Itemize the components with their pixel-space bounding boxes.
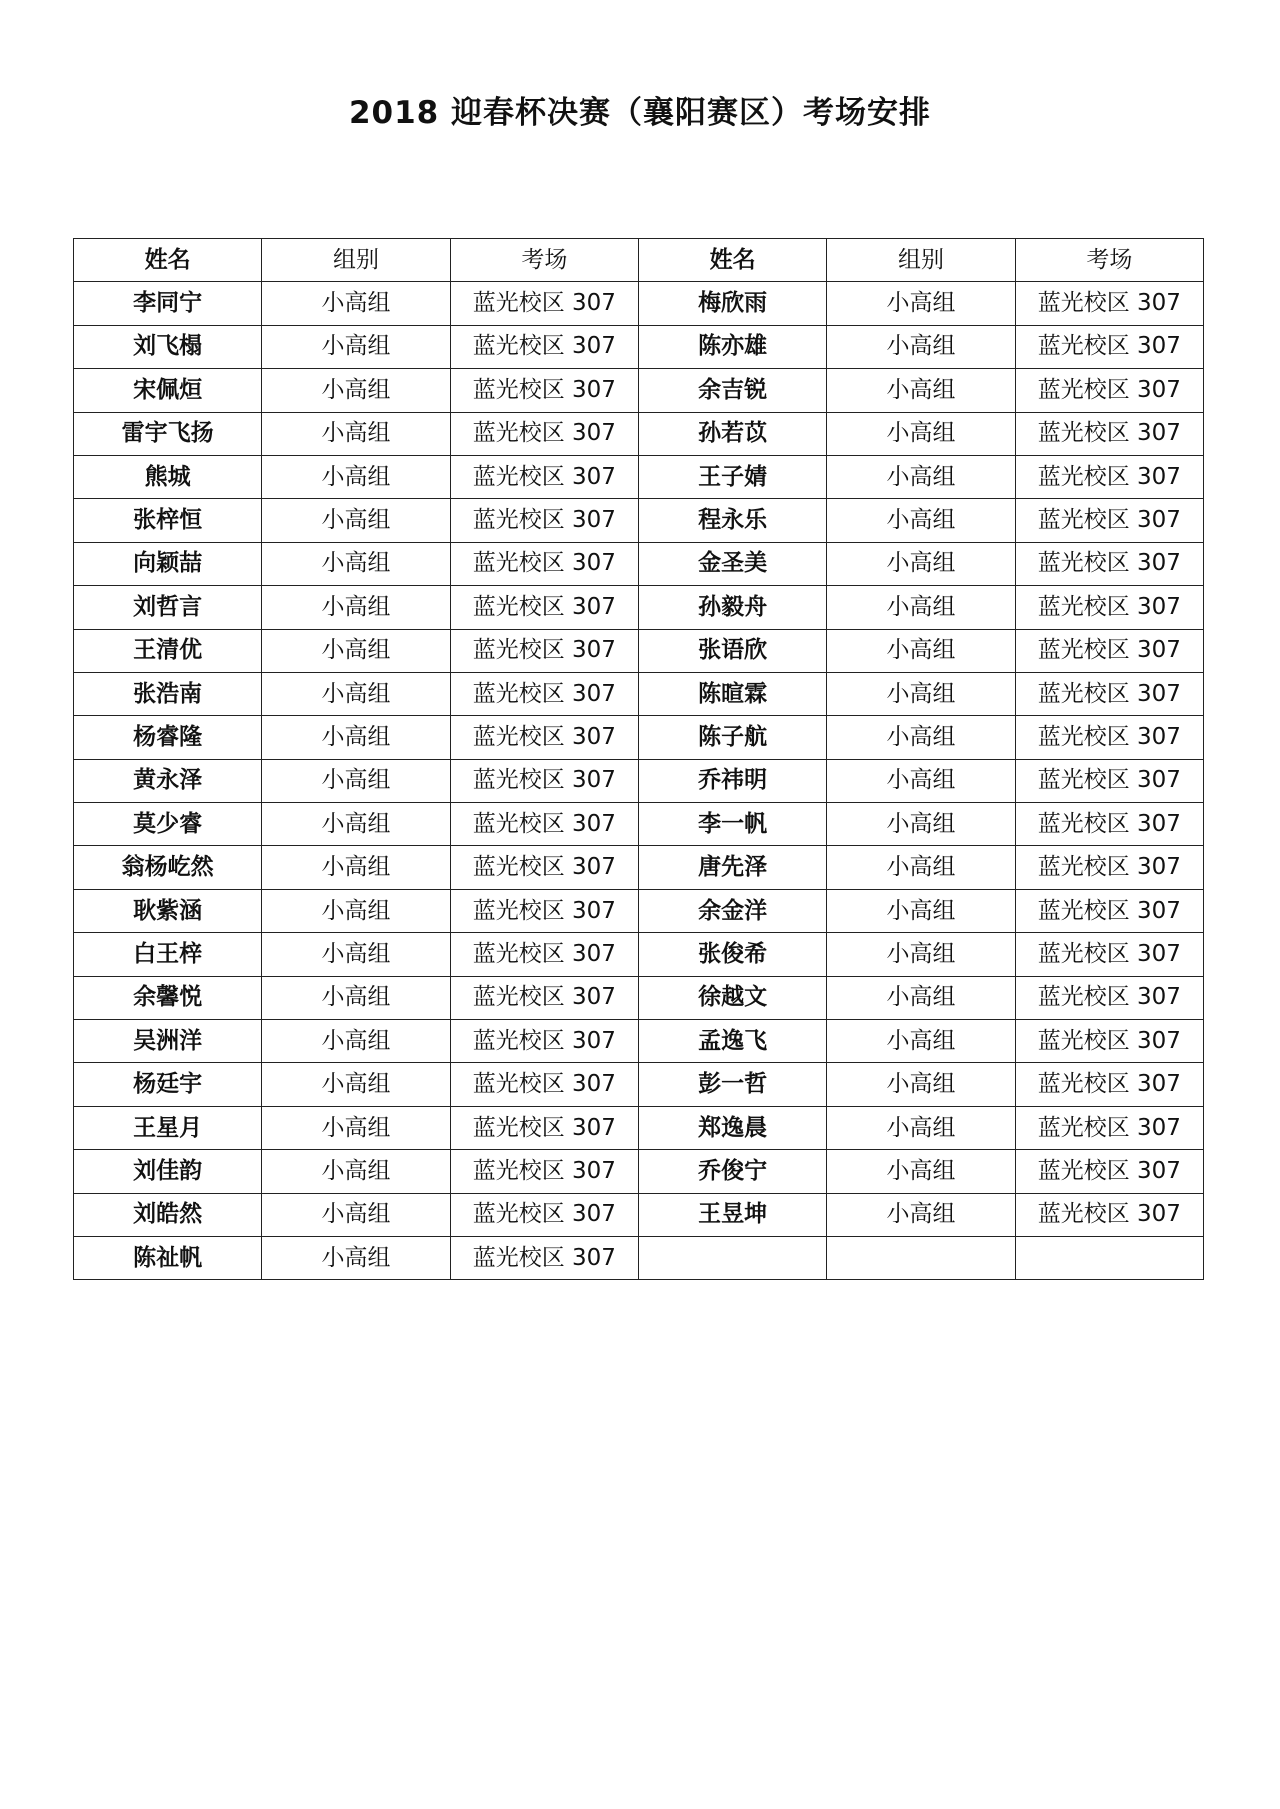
cell-group: 小高组 bbox=[262, 672, 450, 715]
table-row bbox=[74, 629, 1204, 672]
cell-room: 蓝光校区 307 bbox=[1015, 1020, 1203, 1063]
cell-name: 乔祎明 bbox=[638, 759, 826, 802]
cell-group: 小高组 bbox=[262, 1020, 450, 1063]
cell-group: 小高组 bbox=[262, 1193, 450, 1236]
cell-room: 蓝光校区 307 bbox=[450, 586, 638, 629]
cell-name: 耿紫涵 bbox=[74, 889, 262, 932]
cell-room: 蓝光校区 307 bbox=[450, 933, 638, 976]
cell-name: 莫少睿 bbox=[74, 803, 262, 846]
cell-name: 杨睿隆 bbox=[74, 716, 262, 759]
cell-room: 蓝光校区 307 bbox=[1015, 499, 1203, 542]
exam-room-table bbox=[73, 238, 1204, 1280]
cell-group: 小高组 bbox=[827, 542, 1015, 585]
table-row bbox=[74, 1063, 1204, 1106]
cell-room: 蓝光校区 307 bbox=[450, 1063, 638, 1106]
cell-name: 孙若苡 bbox=[638, 412, 826, 455]
cell-group: 小高组 bbox=[827, 672, 1015, 715]
cell-room: 蓝光校区 307 bbox=[450, 412, 638, 455]
cell-name: 郑逸晨 bbox=[638, 1106, 826, 1149]
cell-name: 翁杨屹然 bbox=[74, 846, 262, 889]
cell-name: 向颖喆 bbox=[74, 542, 262, 585]
cell-group: 小高组 bbox=[827, 1020, 1015, 1063]
cell-room: 蓝光校区 307 bbox=[1015, 586, 1203, 629]
cell-name: 张俊希 bbox=[638, 933, 826, 976]
cell-name: 陈子航 bbox=[638, 716, 826, 759]
cell-room: 蓝光校区 307 bbox=[450, 672, 638, 715]
cell-group bbox=[827, 1236, 1015, 1279]
column-header-room: 考场 bbox=[450, 239, 638, 282]
cell-name: 孟逸飞 bbox=[638, 1020, 826, 1063]
page-title: 2018 迎春杯决赛（襄阳赛区）考场安排 bbox=[348, 95, 932, 131]
cell-group: 小高组 bbox=[827, 499, 1015, 542]
cell-name: 王子婧 bbox=[638, 455, 826, 498]
cell-room bbox=[1015, 1236, 1203, 1279]
cell-name: 雷宇飞扬 bbox=[74, 412, 262, 455]
cell-name: 彭一哲 bbox=[638, 1063, 826, 1106]
table-row bbox=[74, 369, 1204, 412]
cell-room: 蓝光校区 307 bbox=[450, 889, 638, 932]
cell-room: 蓝光校区 307 bbox=[450, 1150, 638, 1193]
cell-group: 小高组 bbox=[262, 889, 450, 932]
column-header-name: 姓名 bbox=[74, 239, 262, 282]
table-row bbox=[74, 1193, 1204, 1236]
cell-room: 蓝光校区 307 bbox=[450, 1193, 638, 1236]
table-row bbox=[74, 889, 1204, 932]
table-row bbox=[74, 1106, 1204, 1149]
table-body bbox=[74, 282, 1204, 1280]
cell-room: 蓝光校区 307 bbox=[1015, 846, 1203, 889]
cell-room: 蓝光校区 307 bbox=[1015, 1063, 1203, 1106]
cell-group: 小高组 bbox=[827, 1063, 1015, 1106]
cell-room: 蓝光校区 307 bbox=[1015, 412, 1203, 455]
cell-name: 刘飞榻 bbox=[74, 325, 262, 368]
cell-group: 小高组 bbox=[262, 325, 450, 368]
table-row bbox=[74, 976, 1204, 1019]
column-header-group: 组别 bbox=[262, 239, 450, 282]
cell-room: 蓝光校区 307 bbox=[450, 499, 638, 542]
cell-room: 蓝光校区 307 bbox=[1015, 629, 1203, 672]
cell-name: 张语欣 bbox=[638, 629, 826, 672]
cell-room: 蓝光校区 307 bbox=[450, 455, 638, 498]
cell-group: 小高组 bbox=[827, 455, 1015, 498]
cell-group: 小高组 bbox=[262, 803, 450, 846]
cell-group: 小高组 bbox=[827, 282, 1015, 325]
cell-name: 王昱坤 bbox=[638, 1193, 826, 1236]
cell-group: 小高组 bbox=[827, 1193, 1015, 1236]
cell-room: 蓝光校区 307 bbox=[450, 1106, 638, 1149]
column-header-name: 姓名 bbox=[638, 239, 826, 282]
cell-group: 小高组 bbox=[827, 1106, 1015, 1149]
cell-name: 刘哲言 bbox=[74, 586, 262, 629]
cell-room: 蓝光校区 307 bbox=[1015, 1106, 1203, 1149]
cell-room: 蓝光校区 307 bbox=[1015, 1150, 1203, 1193]
cell-room: 蓝光校区 307 bbox=[1015, 933, 1203, 976]
cell-room: 蓝光校区 307 bbox=[450, 325, 638, 368]
cell-name: 刘皓然 bbox=[74, 1193, 262, 1236]
cell-group: 小高组 bbox=[827, 369, 1015, 412]
cell-name: 杨廷宇 bbox=[74, 1063, 262, 1106]
cell-room: 蓝光校区 307 bbox=[1015, 976, 1203, 1019]
cell-room: 蓝光校区 307 bbox=[450, 629, 638, 672]
cell-group: 小高组 bbox=[262, 1150, 450, 1193]
cell-name: 宋佩烜 bbox=[74, 369, 262, 412]
cell-group: 小高组 bbox=[262, 1106, 450, 1149]
table-row bbox=[74, 846, 1204, 889]
cell-group: 小高组 bbox=[827, 716, 1015, 759]
cell-room: 蓝光校区 307 bbox=[450, 1236, 638, 1279]
cell-room: 蓝光校区 307 bbox=[450, 282, 638, 325]
cell-group: 小高组 bbox=[262, 542, 450, 585]
cell-room: 蓝光校区 307 bbox=[450, 976, 638, 1019]
cell-room: 蓝光校区 307 bbox=[1015, 325, 1203, 368]
table-row bbox=[74, 933, 1204, 976]
cell-group: 小高组 bbox=[262, 455, 450, 498]
cell-group: 小高组 bbox=[262, 759, 450, 802]
cell-group: 小高组 bbox=[262, 976, 450, 1019]
cell-room: 蓝光校区 307 bbox=[1015, 889, 1203, 932]
cell-group: 小高组 bbox=[262, 369, 450, 412]
cell-name bbox=[638, 1236, 826, 1279]
table-row bbox=[74, 499, 1204, 542]
cell-room: 蓝光校区 307 bbox=[1015, 542, 1203, 585]
cell-group: 小高组 bbox=[262, 629, 450, 672]
cell-name: 梅欣雨 bbox=[638, 282, 826, 325]
cell-group: 小高组 bbox=[262, 1236, 450, 1279]
cell-name: 余金洋 bbox=[638, 889, 826, 932]
cell-group: 小高组 bbox=[262, 412, 450, 455]
table-row bbox=[74, 759, 1204, 802]
cell-room: 蓝光校区 307 bbox=[1015, 455, 1203, 498]
cell-room: 蓝光校区 307 bbox=[450, 369, 638, 412]
cell-group: 小高组 bbox=[827, 846, 1015, 889]
cell-group: 小高组 bbox=[827, 412, 1015, 455]
cell-room: 蓝光校区 307 bbox=[450, 1020, 638, 1063]
cell-name: 黄永泽 bbox=[74, 759, 262, 802]
cell-room: 蓝光校区 307 bbox=[1015, 1193, 1203, 1236]
cell-name: 王星月 bbox=[74, 1106, 262, 1149]
cell-name: 白王梓 bbox=[74, 933, 262, 976]
cell-room: 蓝光校区 307 bbox=[1015, 716, 1203, 759]
cell-room: 蓝光校区 307 bbox=[1015, 759, 1203, 802]
table-row bbox=[74, 1236, 1204, 1279]
cell-room: 蓝光校区 307 bbox=[450, 759, 638, 802]
cell-name: 王清优 bbox=[74, 629, 262, 672]
column-header-room: 考场 bbox=[1015, 239, 1203, 282]
cell-name: 唐先泽 bbox=[638, 846, 826, 889]
cell-group: 小高组 bbox=[827, 629, 1015, 672]
cell-group: 小高组 bbox=[827, 803, 1015, 846]
table-row bbox=[74, 325, 1204, 368]
cell-name: 吴洲洋 bbox=[74, 1020, 262, 1063]
table-row bbox=[74, 412, 1204, 455]
table-row bbox=[74, 455, 1204, 498]
cell-name: 陈亦雄 bbox=[638, 325, 826, 368]
cell-room: 蓝光校区 307 bbox=[450, 542, 638, 585]
cell-group: 小高组 bbox=[262, 716, 450, 759]
cell-group: 小高组 bbox=[827, 889, 1015, 932]
cell-name: 余馨悦 bbox=[74, 976, 262, 1019]
cell-group: 小高组 bbox=[827, 933, 1015, 976]
cell-room: 蓝光校区 307 bbox=[450, 846, 638, 889]
cell-group: 小高组 bbox=[262, 1063, 450, 1106]
cell-room: 蓝光校区 307 bbox=[450, 803, 638, 846]
cell-group: 小高组 bbox=[262, 499, 450, 542]
cell-room: 蓝光校区 307 bbox=[450, 716, 638, 759]
cell-name: 孙毅舟 bbox=[638, 586, 826, 629]
cell-group: 小高组 bbox=[262, 846, 450, 889]
cell-group: 小高组 bbox=[262, 282, 450, 325]
cell-name: 张浩南 bbox=[74, 672, 262, 715]
cell-group: 小高组 bbox=[827, 586, 1015, 629]
cell-name: 刘佳韵 bbox=[74, 1150, 262, 1193]
cell-group: 小高组 bbox=[262, 586, 450, 629]
cell-name: 余吉锐 bbox=[638, 369, 826, 412]
cell-room: 蓝光校区 307 bbox=[1015, 282, 1203, 325]
cell-group: 小高组 bbox=[827, 325, 1015, 368]
cell-name: 徐越文 bbox=[638, 976, 826, 1019]
cell-name: 金圣美 bbox=[638, 542, 826, 585]
table-row bbox=[74, 672, 1204, 715]
cell-name: 熊城 bbox=[74, 455, 262, 498]
cell-name: 李同宁 bbox=[74, 282, 262, 325]
cell-group: 小高组 bbox=[827, 1150, 1015, 1193]
cell-room: 蓝光校区 307 bbox=[1015, 369, 1203, 412]
cell-room: 蓝光校区 307 bbox=[1015, 672, 1203, 715]
table-row bbox=[74, 803, 1204, 846]
column-header-group: 组别 bbox=[827, 239, 1015, 282]
cell-name: 程永乐 bbox=[638, 499, 826, 542]
cell-group: 小高组 bbox=[827, 976, 1015, 1019]
cell-name: 李一帆 bbox=[638, 803, 826, 846]
cell-room: 蓝光校区 307 bbox=[1015, 803, 1203, 846]
cell-group: 小高组 bbox=[827, 759, 1015, 802]
table-row bbox=[74, 1150, 1204, 1193]
table-row bbox=[74, 282, 1204, 325]
cell-group: 小高组 bbox=[262, 933, 450, 976]
cell-name: 张梓恒 bbox=[74, 499, 262, 542]
table-row bbox=[74, 542, 1204, 585]
cell-name: 乔俊宁 bbox=[638, 1150, 826, 1193]
cell-name: 陈暄霖 bbox=[638, 672, 826, 715]
table-row bbox=[74, 1020, 1204, 1063]
header-row bbox=[74, 239, 1204, 282]
table-header bbox=[74, 239, 1204, 282]
table-row bbox=[74, 716, 1204, 759]
cell-name: 陈祉帆 bbox=[74, 1236, 262, 1279]
table-row bbox=[74, 586, 1204, 629]
